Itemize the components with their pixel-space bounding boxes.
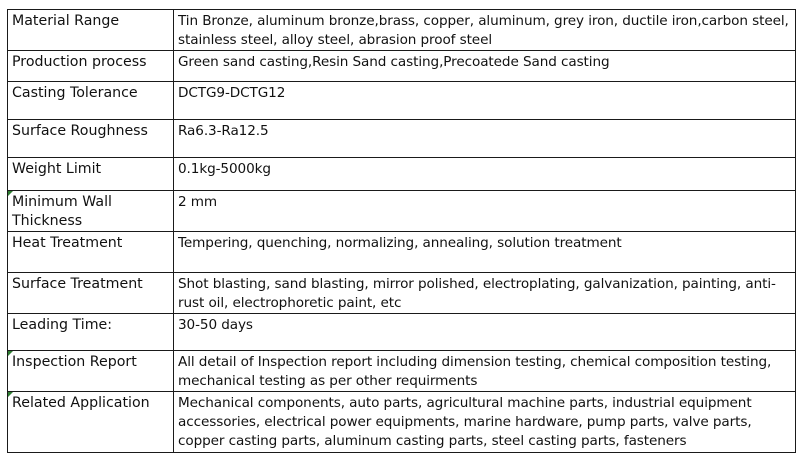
row-label (8, 191, 174, 232)
row-label: Weight Limit (8, 158, 174, 191)
cell-comment-marker (8, 351, 13, 356)
table-row (8, 191, 796, 232)
row-value: Green sand casting,Resin Sand casting,Precoatede Sand casting (174, 51, 796, 82)
row-label-text: Minimum Wall Thickness (12, 194, 112, 229)
table-row (8, 82, 796, 120)
row-label: Leading Time: (8, 314, 174, 351)
row-value: Tempering, quenching, normalizing, annealing, solution treatment (174, 232, 796, 273)
row-value: Shot blasting, sand blasting, mirror polished, electroplating, galvanization, painting, anti-rust oil, electrophoretic paint, etc (174, 273, 796, 314)
row-label: Material Range (8, 10, 174, 51)
row-value: Mechanical components, auto parts, agricultural machine parts, industrial equipment accessories, electrical power equipments, marine hardware, pump parts, valve parts, copper casting parts, aluminum casting parts, steel casting parts, fasteners (174, 392, 796, 453)
table-row (8, 351, 796, 392)
row-value: 0.1kg-5000kg (174, 158, 796, 191)
table-row (8, 314, 796, 351)
row-value: DCTG9-DCTG12 (174, 82, 796, 120)
row-value: All detail of Inspection report including dimension testing, chemical composition testing, mechanical testing as per other requirments (174, 351, 796, 392)
row-label: Surface Treatment (8, 273, 174, 314)
table-row (8, 273, 796, 314)
table-row (8, 392, 796, 453)
row-value: 30-50 days (174, 314, 796, 351)
table-row (8, 158, 796, 191)
table-row (8, 120, 796, 158)
cell-comment-marker (8, 392, 13, 397)
row-value: 2 mm (174, 191, 796, 232)
row-label-text: Related Application (12, 395, 150, 411)
row-label (8, 351, 174, 392)
row-label: Surface Roughness (8, 120, 174, 158)
table-row (8, 10, 796, 51)
table-row (8, 232, 796, 273)
row-value: Tin Bronze, aluminum bronze,brass, copper, aluminum, grey iron, ductile iron,carbon steel, stainless steel, alloy steel, abrasion proof steel (174, 10, 796, 51)
cell-comment-marker (8, 191, 13, 196)
row-value: Ra6.3-Ra12.5 (174, 120, 796, 158)
row-label: Production process (8, 51, 174, 82)
specification-table (7, 9, 796, 453)
row-label: Heat Treatment (8, 232, 174, 273)
table-row (8, 51, 796, 82)
row-label (8, 392, 174, 453)
row-label-text: Inspection Report (12, 354, 137, 370)
row-label: Casting Tolerance (8, 82, 174, 120)
